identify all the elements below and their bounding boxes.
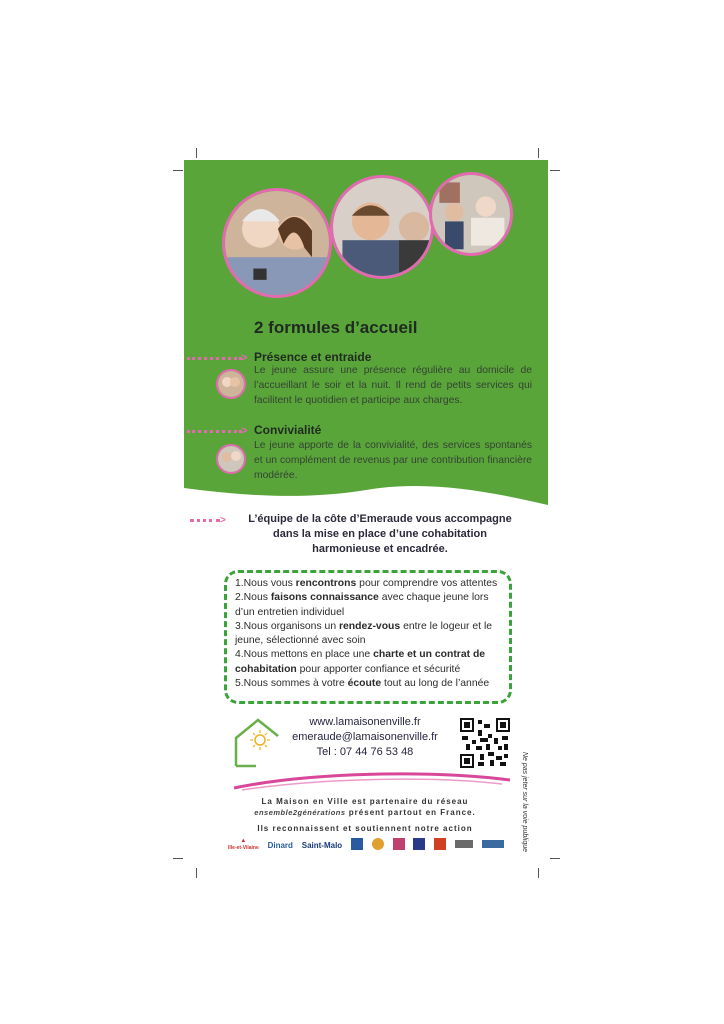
crop-mark xyxy=(196,868,197,878)
crop-mark xyxy=(538,148,539,158)
partner-logo: ▲ Ille-et-Vilaine xyxy=(228,838,259,851)
step-item: 2.Nous faisons connaissance avec chaque jeune lors d’un entretien individuel xyxy=(235,592,489,618)
pink-swoosh xyxy=(232,770,512,792)
formula-text-convivialite: Le jeune apporte de la convivialité, des services spontanés et un complément de revenus par une contribution financière modérée. xyxy=(254,440,532,481)
qr-code-icon[interactable] xyxy=(460,718,510,768)
website-link[interactable]: www.lamaisonenville.fr xyxy=(309,716,421,728)
partner-logo xyxy=(372,838,384,853)
formula-text-presence: Le jeune assure une présence régulière au domicile de l’accueillant le soir et la nuit. Il rend de petits services qui facilitent le quotidien et participe aux charges. xyxy=(254,365,532,406)
photo-young-man-laughing xyxy=(330,175,434,279)
formula-heading-presence: Présence et entraide xyxy=(254,350,372,364)
formula-heading-convivialite: Convivialité xyxy=(254,423,322,437)
email-link[interactable]: emeraude@lamaisonenville.fr xyxy=(292,731,438,743)
house-logo-icon xyxy=(232,716,282,768)
step-item: 1.Nous vous rencontrons pour comprendre vos attentes xyxy=(235,578,498,589)
crop-mark xyxy=(538,868,539,878)
thumbnail-photo xyxy=(216,369,246,399)
phone-number: Tel : 07 44 76 53 48 xyxy=(316,746,414,758)
photo-grandmother-and-young-woman xyxy=(222,188,332,298)
partner-logo: Saint-Malo xyxy=(301,840,343,850)
partner-logos xyxy=(228,835,504,855)
crop-mark xyxy=(550,858,560,859)
crop-mark xyxy=(550,170,560,171)
section-title: 2 formules d’accueil xyxy=(254,318,418,337)
side-note: Ne pas jeter sur la voie publique xyxy=(521,752,528,853)
photo-elderly-man-and-young-man xyxy=(429,172,513,256)
step-item: 3.Nous organisons un rendez-vous entre le logeur et le jeune, sélectionné avec soin xyxy=(235,620,493,647)
intro-line: harmonieuse et encadrée. xyxy=(312,543,448,555)
partner-logo xyxy=(455,840,473,851)
step-item: 4.Nous mettons en place une charte et un contrat de cohabitation pour apporter confiance et sécurité xyxy=(235,649,486,675)
step-item: 5.Nous sommes à votre écoute tout au long de l’année xyxy=(235,678,490,690)
partner-logo xyxy=(413,838,425,853)
partner-logo: Dinard xyxy=(267,840,293,850)
crop-mark xyxy=(173,858,183,859)
pink-dotted-arrow: > xyxy=(187,353,257,363)
steps-box xyxy=(224,570,512,704)
partner-line-1: La Maison en Ville est partenaire du réseau xyxy=(261,797,469,806)
intro-line: L’équipe de la côte d’Emeraude vous accompagne xyxy=(248,513,512,525)
thumbnail-photo xyxy=(216,444,246,474)
partner-line-2: ensemble2générations présent partout en France. xyxy=(254,808,476,817)
network-logo-text: ensemble2générations xyxy=(254,808,346,817)
pink-dotted-arrow: > xyxy=(187,426,257,436)
partner-line-3: Ils reconnaissent et soutiennent notre action xyxy=(257,824,473,833)
partner-logo xyxy=(434,838,446,853)
partner-logo xyxy=(482,840,504,851)
partner-logo xyxy=(351,838,363,853)
partner-logo xyxy=(393,838,405,853)
crop-mark xyxy=(196,148,197,158)
intro-line: dans la mise en place d’une cohabitation xyxy=(273,528,487,540)
crop-mark xyxy=(173,170,183,171)
